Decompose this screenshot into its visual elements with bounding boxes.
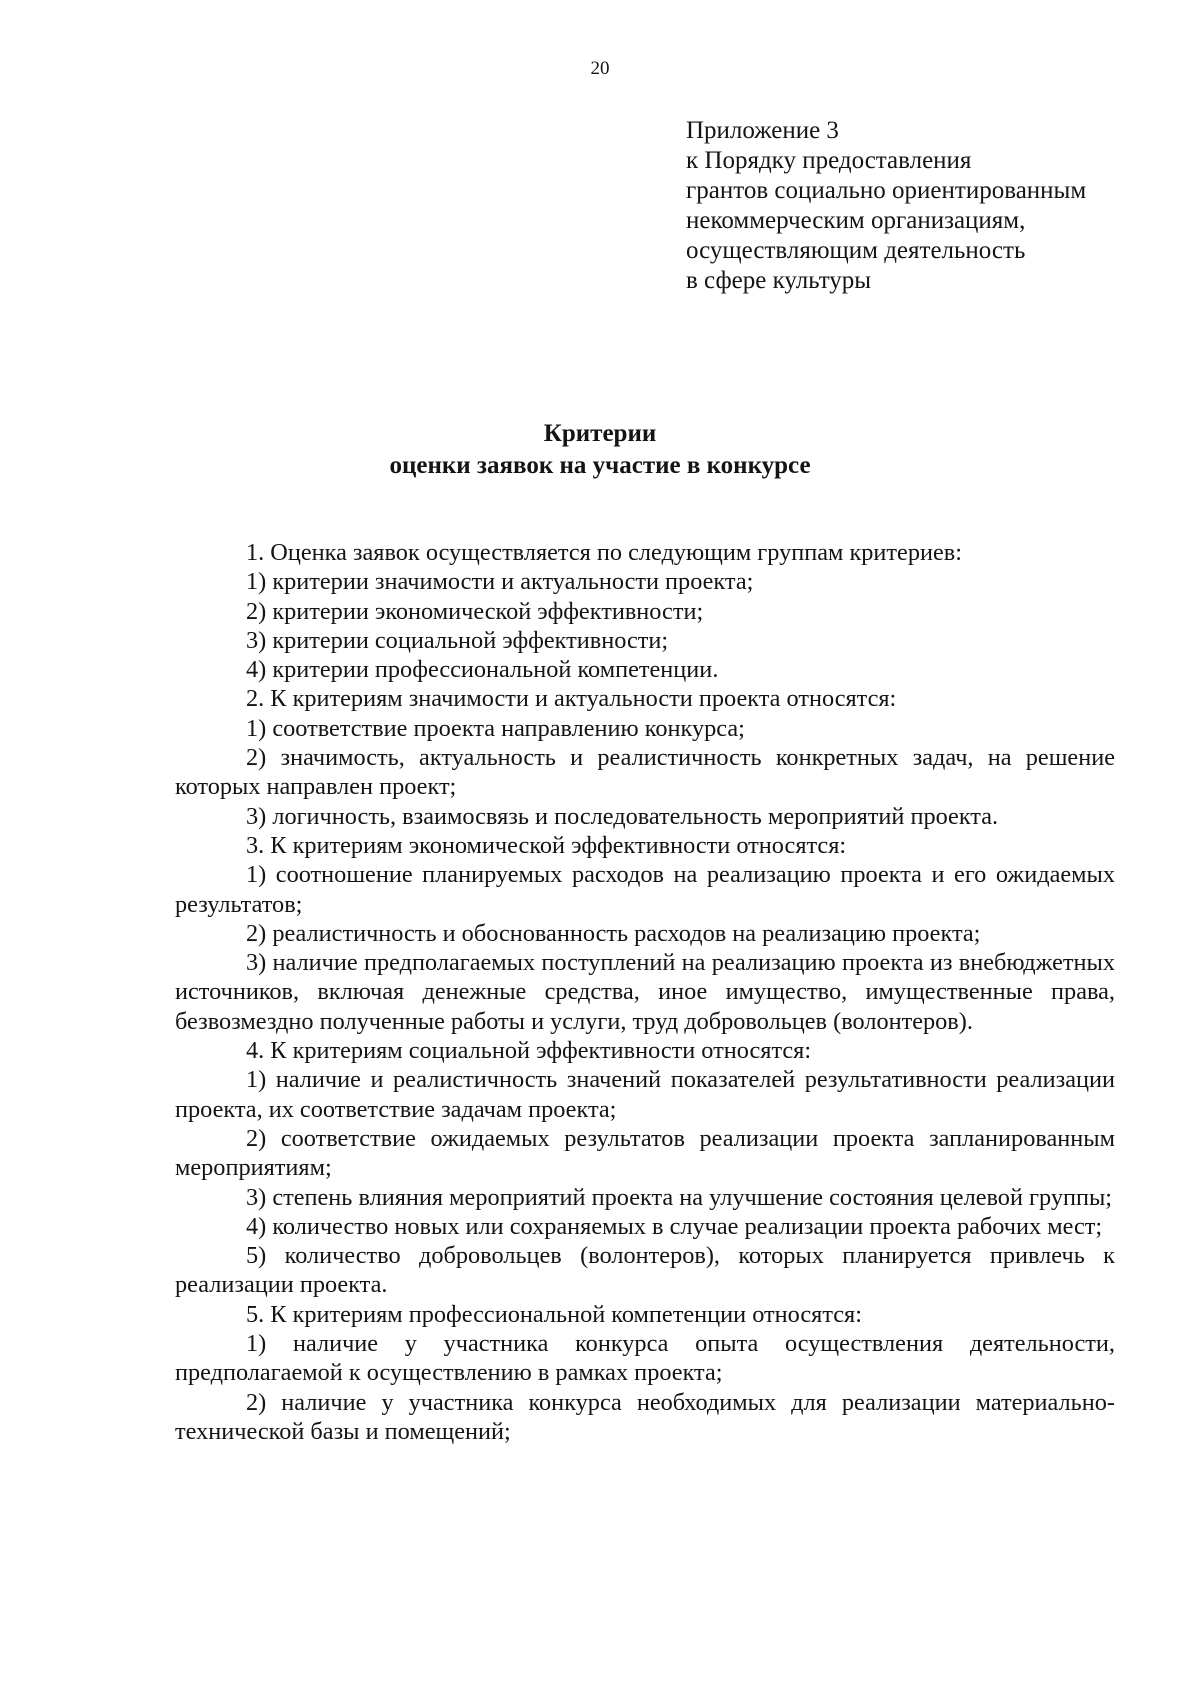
paragraph: 3) степень влияния мероприятий проекта на улучшение состояния целевой группы; xyxy=(246,1183,1113,1211)
appendix-line: в сфере культуры xyxy=(686,267,872,294)
paragraph: 1) соотношение планируемых расходов на реализацию проекта и его ожидаемых результатов; xyxy=(175,861,1115,918)
appendix-line: некоммерческим организациям, xyxy=(686,207,1026,234)
appendix-line: осуществляющим деятельность xyxy=(686,237,1026,264)
appendix-header xyxy=(686,116,1086,296)
paragraph: 1) наличие и реалистичность значений показателей результативности реализации проекта, их соответствие задачам проекта; xyxy=(175,1066,1115,1123)
paragraph: 2) реалистичность и обоснованность расходов на реализацию проекта; xyxy=(246,919,981,947)
paragraph: 1) соответствие проекта направлению конкурса; xyxy=(246,714,745,742)
paragraph: 2) соответствие ожидаемых результатов реализации проекта запланированным мероприятиям; xyxy=(175,1124,1115,1182)
paragraph: 4. К критериям социальной эффективности относятся: xyxy=(246,1037,812,1065)
paragraph: 2. К критериям значимости и актуальности проекта относятся: xyxy=(246,685,897,713)
title-line-1: Критерии xyxy=(543,420,657,447)
paragraph: 2) наличие у участника конкурса необходимых для реализации материально-технической базы и помещений; xyxy=(175,1388,1115,1445)
paragraph: 1. Оценка заявок осуществляется по следующим группам критериев: xyxy=(246,539,962,566)
title-line-2: оценки заявок на участие в конкурсе xyxy=(389,452,811,479)
document-body xyxy=(175,538,1115,1446)
paragraph: 3) логичность, взаимосвязь и последовательность мероприятий проекта. xyxy=(246,802,999,830)
page-number: 20 xyxy=(590,58,610,79)
appendix-line: к Порядку предоставления xyxy=(686,147,972,174)
paragraph: 3) наличие предполагаемых поступлений на реализацию проекта из внебюджетных источников, включая денежные средства, иное имущество, имущественные права, безвозмездно полученные работы и услуги, труд добровольцев (волонтеров). xyxy=(175,949,1115,1035)
document-title xyxy=(0,418,1200,482)
paragraph: 2) критерии экономической эффективности; xyxy=(246,597,704,625)
paragraph: 1) наличие у участника конкурса опыта осуществления деятельности, предполагаемой к осуществлению в рамках проекта; xyxy=(175,1330,1115,1387)
paragraph: 4) количество новых или сохраняемых в случае реализации проекта рабочих мест; xyxy=(246,1212,1103,1240)
paragraph: 5. К критериям профессиональной компетенции относятся: xyxy=(246,1300,862,1328)
appendix-line: Приложение 3 xyxy=(686,117,839,144)
paragraph: 1) критерии значимости и актуальности проекта; xyxy=(246,568,754,596)
paragraph: 4) критерии профессиональной компетенции. xyxy=(246,656,719,684)
paragraph: 5) количество добровольцев (волонтеров), которых планируется привлечь к реализации проекта. xyxy=(175,1242,1115,1299)
appendix-line: грантов социально ориентированным xyxy=(686,177,1087,204)
paragraph: 3) критерии социальной эффективности; xyxy=(246,626,669,654)
paragraph: 2) значимость, актуальность и реалистичность конкретных задач, на решение которых направлен проект; xyxy=(175,744,1115,801)
paragraph: 3. К критериям экономической эффективности относятся: xyxy=(246,831,847,859)
